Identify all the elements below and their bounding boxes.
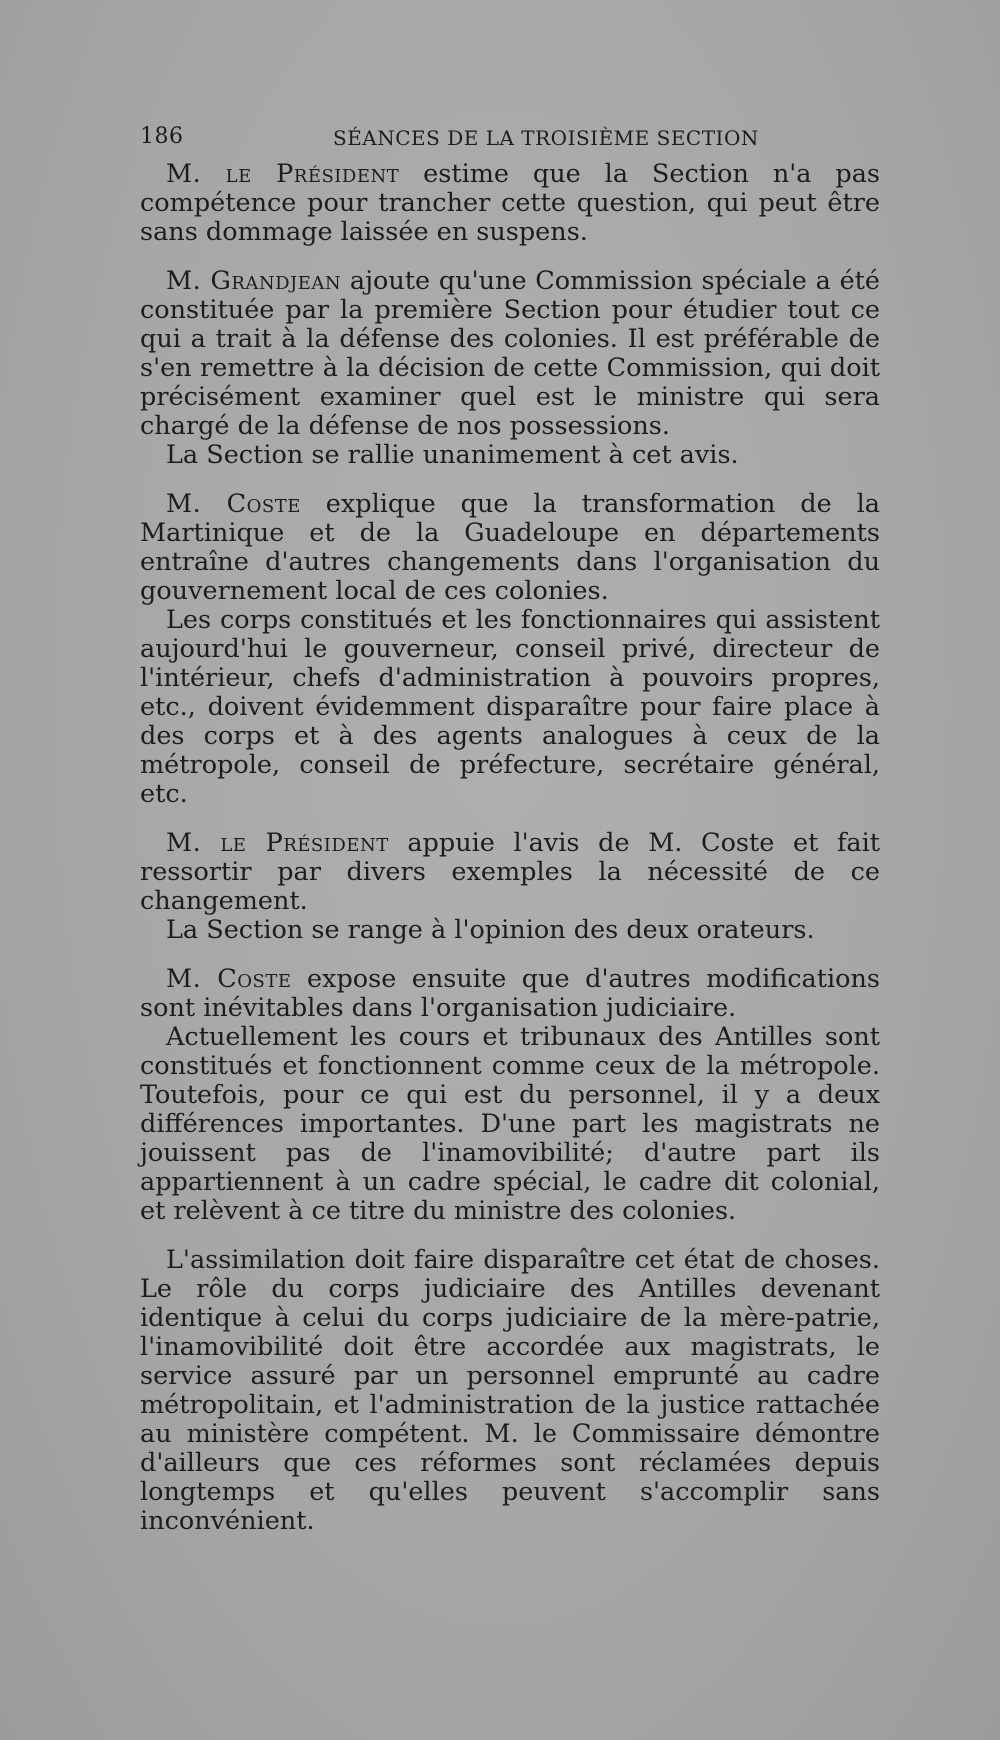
speaker-name: M. Coste (166, 489, 301, 519)
speaker-name: M. Grandjean (166, 266, 342, 296)
paragraph (140, 829, 880, 916)
paragraph-text: explique que la transformation de la Martinique et de la Guadeloupe en départements entraîne d'autres changements dans l'organisation du gouvernement local de ces colonies. (140, 489, 880, 606)
paragraph-text: La Section se range à l'opinion des deux orateurs. (166, 915, 815, 945)
paragraph (140, 441, 880, 470)
paragraph (140, 267, 880, 441)
paragraph (140, 160, 880, 247)
paragraph-text: ajoute qu'une Commission spéciale a été constituée par la première Section pour étudier tout ce qui a trait à la défense des colonies. Il est préférable de s'en remettre à la décision de cette Commission, qui doit précisément examiner quel est le ministre qui sera chargé de la défense de nos possessions. (140, 266, 881, 441)
page-body (140, 160, 880, 1536)
speaker-name: M. le Président (166, 159, 400, 189)
paragraph-text: Actuellement les cours et tribunaux des Antilles sont constitués et fonctionnent comme ceux de la métropole. Toutefois, pour ce qui est du personnel, il y a deux différences importantes. D'une part les magistrats ne jouissent pas de l'inamovibilité; d'autre part ils appartiennent à un cadre spécial, le cadre dit colonial, et relèvent à ce titre du ministre des colonies. (140, 1022, 880, 1226)
paragraph-text: estime que la Section n'a pas compétence pour trancher cette question, qui peut être sans dommage laissée en suspens. (140, 159, 881, 247)
paragraph (140, 1023, 880, 1226)
paragraph-text: expose ensuite que d'autres modifications sont inévitables dans l'organisation judiciaire. (140, 964, 880, 1023)
paragraph (140, 1246, 880, 1536)
paragraph (140, 965, 880, 1023)
page-number: 186 (140, 124, 184, 149)
paragraph (140, 606, 880, 809)
speaker-name: M. le Président (166, 828, 389, 858)
paragraph-text: appuie l'avis de M. Coste et fait ressortir par divers exemples la nécessité de ce changement. (140, 828, 880, 916)
speaker-name: M. Coste (166, 964, 292, 994)
paragraph-text: La Section se rallie unanimement à cet avis. (166, 440, 739, 470)
paragraph-text: Les corps constitués et les fonctionnaires qui assistent aujourd'hui le gouverneur, conseil privé, directeur de l'intérieur, chefs d'administration à pouvoirs propres, etc., doivent évidemment disparaître pour faire place à des corps et à des agents analogues à ceux de la métropole, conseil de préfecture, secrétaire général, etc. (140, 605, 880, 809)
paragraph (140, 490, 880, 606)
running-head: SÉANCES DE LA TROISIÈME SECTION (333, 126, 759, 150)
paragraph (140, 916, 880, 945)
paragraph-text: L'assimilation doit faire disparaître cet état de choses. Le rôle du corps judiciaire des Antilles devenant identique à celui du corps judiciaire de la mère-patrie, l'inamovibilité doit être accordée aux magistrats, le service assuré par un personnel emprunté au cadre métropolitain, et l'administration de la justice rattachée au ministère compétent. M. le Commissaire démontre d'ailleurs que ces réformes sont réclamées depuis longtemps et qu'elles peuvent s'accomplir sans inconvénient. (140, 1245, 880, 1536)
